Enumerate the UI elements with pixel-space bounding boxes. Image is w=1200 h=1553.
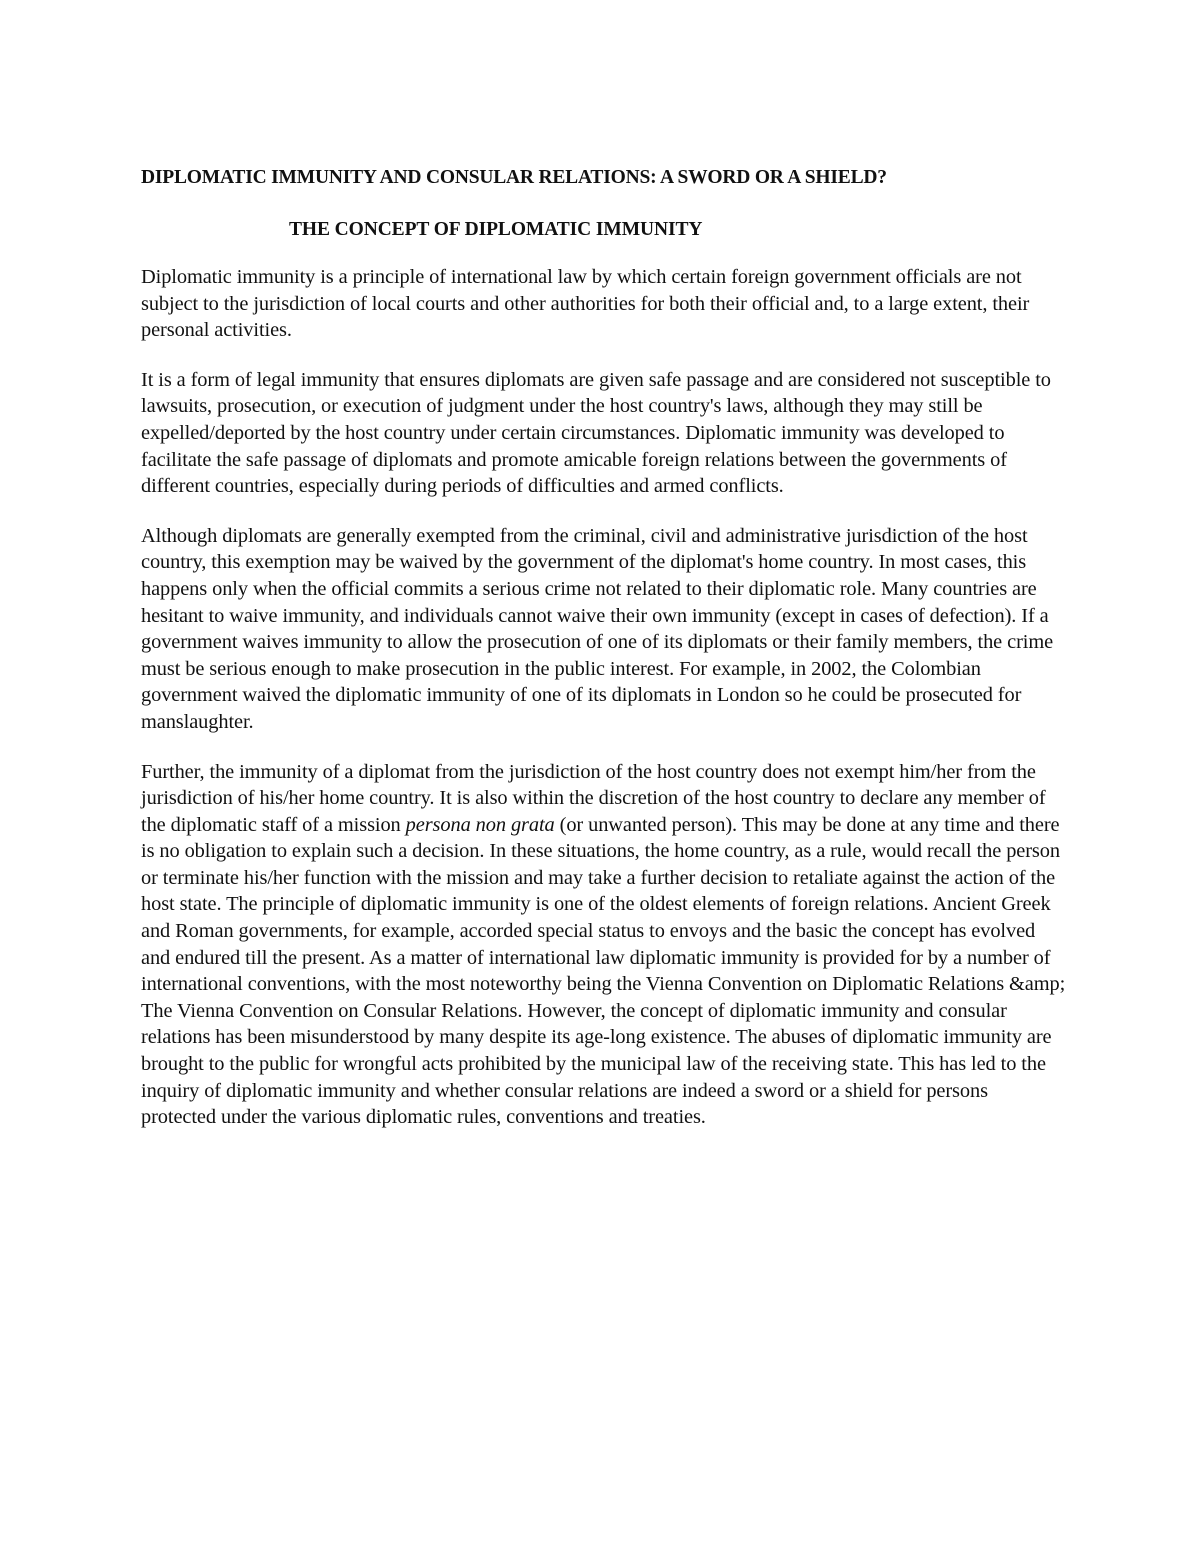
- document-title: DIPLOMATIC IMMUNITY AND CONSULAR RELATIONS: A SWORD OR A SHIELD?: [141, 167, 887, 188]
- paragraph-4: [141, 759, 1066, 1131]
- document-page: [141, 164, 1066, 1131]
- paragraph-2: It is a form of legal immunity that ensures diplomats are given safe passage and are considered not susceptible to lawsuits, prosecution, or execution of judgment under the host country's laws, although they may still be expelled/deported by the host country under certain circumstances. Diplomatic immunity was developed to facilitate the safe passage of diplomats and promote amicable foreign relations between the governments of different countries, especially during periods of difficulties and armed conflicts.: [141, 368, 1051, 498]
- paragraph-4-text-end: (or unwanted person). This may be done at any time and there is no obligation to explain such a decision. In these situations, the home country, as a rule, would recall the person or terminate his/her function with the mission and may take a further decision to retaliate against the action of the host state. The principle of diplomatic immunity is one of the oldest elements of foreign relations. Ancient Greek and Roman governments, for example, accorded special status to envoys and the basic the concept has evolved and endured till the present. As a matter of international law diplomatic immunity is provided for by a number of international conventions, with the most noteworthy being the Vienna Convention on Diplomatic Relations &amp; The Vienna Convention on Consular Relations. However, the concept of diplomatic immunity and consular relations has been misunderstood by many despite its age-long existence. The abuses of diplomatic immunity are brought to the public for wrongful acts prohibited by the municipal law of the receiving state. This has led to the inquiry of diplomatic immunity and whether consular relations are indeed a sword or a shield for persons protected under the various diplomatic rules, conventions and treaties.: [141, 813, 1066, 1129]
- paragraph-3: Although diplomats are generally exempted from the criminal, civil and administrative jurisdiction of the host country, this exemption may be waived by the government of the diplomat's home country. In most cases, this happens only when the official commits a serious crime not related to their diplomatic role. Many countries are hesitant to waive immunity, and individuals cannot waive their own immunity (except in cases of defection). If a government waives immunity to allow the prosecution of one of its diplomats or their family members, the crime must be serious enough to make prosecution in the public interest. For example, in 2002, the Colombian government waived the diplomatic immunity of one of its diplomats in London so he could be prosecuted for manslaughter.: [141, 524, 1054, 733]
- section-heading: THE CONCEPT OF DIPLOMATIC IMMUNITY: [289, 219, 703, 240]
- paragraph-4-italic-term: persona non grata: [405, 813, 555, 836]
- paragraph-4-text-start: Further, the immunity of a diplomat from the jurisdiction of the host country does not exempt him/her from the jurisdiction of his/her home country. It is also within the discretion of the host country to declare any member of the diplomatic staff of a mission: [141, 760, 1046, 836]
- paragraph-1: Diplomatic immunity is a principle of international law by which certain foreign government officials are not subject to the jurisdiction of local courts and other authorities for both their official and, to a large extent, their personal activities.: [141, 266, 1030, 342]
